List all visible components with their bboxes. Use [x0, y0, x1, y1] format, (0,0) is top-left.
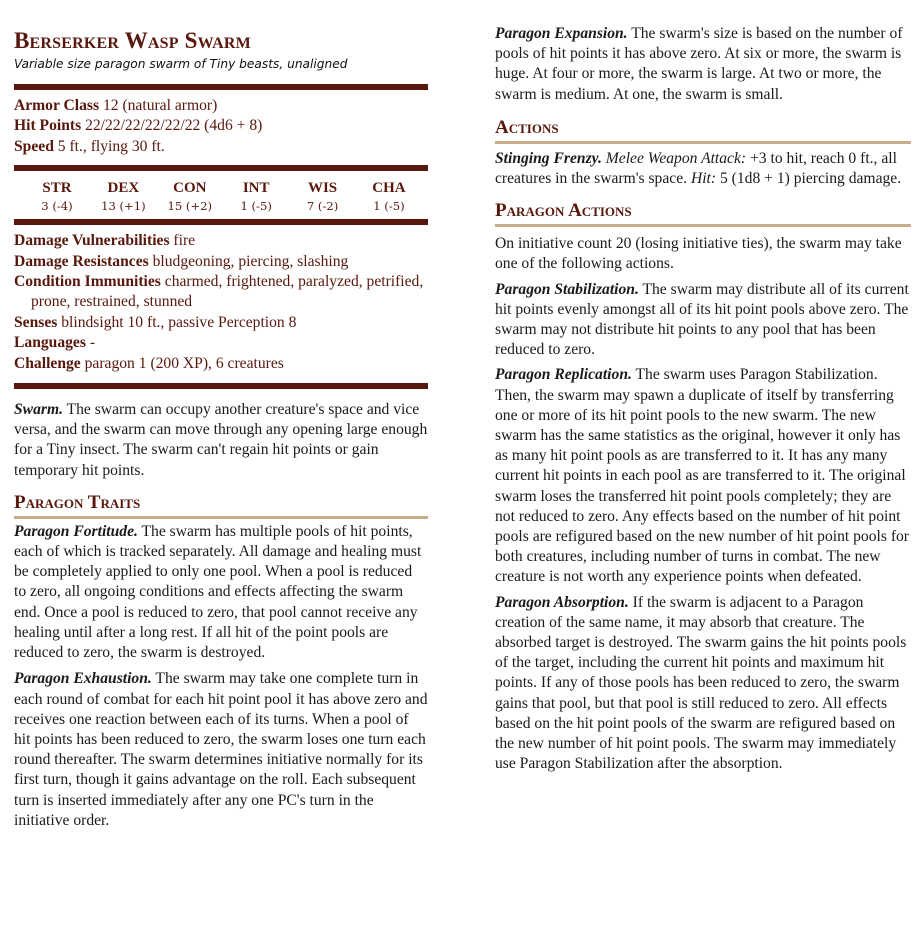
damage-vulnerabilities-label: Damage Vulnerabilities: [14, 232, 170, 250]
damage-resistances-line: [14, 252, 428, 272]
trait-paragon-fortitude: [14, 522, 428, 663]
basic-stats: [14, 96, 428, 157]
hit-points-label: Hit Points: [14, 117, 82, 135]
section-rule: [495, 224, 911, 227]
ability-wis: [298, 178, 348, 214]
ability-int: [231, 178, 281, 214]
attack-type: Melee Weapon Attack:: [605, 149, 747, 167]
languages-label: Languages: [14, 334, 86, 352]
challenge-line: [14, 354, 428, 374]
hit-points-line: [14, 116, 428, 136]
senses-line: [14, 313, 428, 333]
ability-cha: [364, 178, 414, 214]
detail-stats: [14, 231, 428, 374]
ability-value: 15 (+2): [167, 199, 213, 214]
action-text: The swarm may distribute all of its current hit points evenly amongst all of its hit point pools above zero. The swarm may not distribute hit points to any pool that has been reduced to zero.: [495, 280, 909, 359]
ability-name: INT: [242, 180, 270, 197]
paragon-actions-intro: On initiative count 20 (losing initiative ties), the swarm may take one of the following actions.: [495, 235, 902, 273]
armor-class-line: [14, 96, 428, 116]
creature-name: Berserker Wasp Swarm: [14, 28, 251, 53]
ability-scores: [14, 178, 428, 214]
condition-immunities-value: charmed, frightened, paralyzed, petrified, prone, restrained, stunned: [31, 273, 424, 311]
ability-con: [165, 178, 215, 214]
challenge-value: paragon 1 (200 XP), 6 creatures: [84, 354, 284, 372]
ability-value: 7 (-2): [306, 199, 339, 214]
action-text: If the swarm is adjacent to a Paragon creation of the same name, it may absorb that creature. The absorbed target is destroyed. The swarm gains the hit points pools of the target, including the current hit points and maximum hit points. If any of those pools has been reduced to zero, the swarm gains that pool, but that pool is still reduced to zero. All effects based on the hit point pools of the swarm are refigured based on the new number of hit point pools. The swarm may immediately use Paragon Stabilization after the absorption.: [495, 593, 907, 773]
action-stinging-frenzy: [495, 149, 911, 189]
condition-immunities-label: Condition Immunities: [14, 273, 161, 291]
section-rule: [14, 516, 428, 519]
damage-resistances-value: bludgeoning, piercing, slashing: [152, 252, 349, 270]
damage-vulnerabilities-value: fire: [173, 232, 196, 250]
trait-paragon-expansion: [495, 24, 911, 105]
trait-text: The swarm may take one complete turn in each round of combat for each hit point pool it has above zero and receives one reaction between each of its turns. When a pool of hit points has been reduced to zero, the swarm loses one turn each round thereafter. The swarm determines initiative normally for its first turn, though it gains advantage on the roll. Each subsequent turn is inserted immediately after any one PC's turn in the initiative order.: [14, 670, 428, 829]
challenge-label: Challenge: [14, 354, 81, 372]
damage-vulnerabilities-line: [14, 231, 428, 251]
trait-name: Paragon Exhaustion.: [14, 670, 152, 688]
ability-value: 3 (-4): [41, 199, 73, 214]
speed-line: [14, 137, 428, 157]
ability-value: 1 (-5): [240, 199, 272, 214]
action-name: Paragon Absorption.: [495, 593, 629, 611]
action-paragon-replication: [495, 365, 911, 587]
attack-text: +3 to hit, reach 0 ft., all creatures in the swarm's space.: [495, 149, 897, 188]
ability-name: STR: [42, 180, 72, 197]
section-heading-paragon-traits: Paragon Traits: [14, 491, 141, 513]
ability-name: CHA: [372, 180, 406, 197]
divider-rule: [14, 219, 428, 225]
right-column: [495, 24, 911, 775]
damage-resistances-label: Damage Resistances: [14, 252, 149, 270]
hit-label: Hit:: [690, 170, 717, 188]
languages-line: [14, 333, 428, 353]
senses-value: blindsight 10 ft., passive Perception 8: [61, 313, 297, 331]
ability-name: WIS: [307, 180, 338, 197]
action-text: The swarm uses Paragon Stabilization. Then, the swarm may spawn a duplicate of itself by transferring one or more of its hit point pools to the new swarm. The new swarm has the same statistics as the original, however it only has as many hit point pools as are transferred to it. It has any many current hit points in each pool as are transferred to it. The original swarm loses the transferred hit point pools completely; they are not reduced to zero. Any effects based on the number of hit point pools are refigured based on the new number of hit point pools for both creatures, including number of turns in combat. The new creature is not worth any experience points when defeated.: [495, 366, 909, 586]
action-paragon-absorption: [495, 593, 911, 775]
trait-paragon-exhaustion: [14, 669, 428, 831]
armor-class-value: 12 (natural armor): [102, 97, 218, 114]
ability-name: CON: [173, 180, 207, 197]
trait-text: The swarm's size is based on the number of pools of hit points it has above zero. At six or more, the swarm is huge. At four or more, the swarm is large. At two or more, the swarm is medium. At one, the swarm is small.: [495, 25, 903, 103]
trait-text: The swarm can occupy another creature's space and vice versa, and the swarm can move through any opening large enough for a Tiny insect. The swarm can't regain hit points or gain temporary hit points.: [14, 401, 428, 479]
senses-label: Senses: [14, 313, 58, 331]
condition-immunities-line: [14, 272, 428, 313]
languages-value: -: [89, 334, 96, 352]
speed-value: 5 ft., flying 30 ft.: [57, 137, 165, 155]
section-heading-actions: Actions: [495, 116, 559, 138]
trait-name: Paragon Fortitude.: [14, 522, 138, 540]
action-name: Paragon Stabilization.: [495, 280, 639, 298]
left-column: [14, 22, 428, 831]
divider-rule: [14, 165, 428, 171]
hit-points-value: 22/22/22/22/22/22 (4d6 + 8): [85, 117, 263, 135]
trait-name: Swarm.: [14, 401, 63, 419]
action-name: Stinging Frenzy.: [495, 149, 602, 167]
speed-label: Speed: [14, 137, 54, 155]
divider-rule: [14, 84, 428, 90]
damage-text: 5 (1d8 + 1) piercing damage.: [719, 170, 902, 188]
creature-subtitle: Variable size paragon swarm of Tiny beasts, unaligned: [14, 57, 348, 71]
ability-name: DEX: [107, 180, 140, 197]
section-heading-paragon-actions: Paragon Actions: [495, 200, 632, 222]
armor-class-label: Armor Class: [14, 97, 100, 114]
ability-str: [32, 178, 82, 214]
action-paragon-stabilization: [495, 280, 911, 361]
ability-dex: [98, 178, 148, 214]
trait-swarm: [14, 400, 428, 481]
ability-value: 1 (-5): [373, 199, 405, 214]
divider-rule: [14, 383, 428, 389]
ability-value: 13 (+1): [101, 199, 146, 214]
trait-name: Paragon Expansion.: [495, 25, 628, 42]
trait-text: The swarm has multiple pools of hit points, each of which is tracked separately. All damage and healing must be completely applied to only one pool. When a pool is reduced to zero, all ongoing conditions and effects affecting the swarm end. Once a pool is reduced to zero, that pool cannot receive any healing until after a long rest. If all hit of the point pools are reduced to zero, the swarm is destroyed.: [14, 522, 422, 662]
section-rule: [495, 141, 911, 144]
action-name: Paragon Replication.: [495, 366, 632, 384]
